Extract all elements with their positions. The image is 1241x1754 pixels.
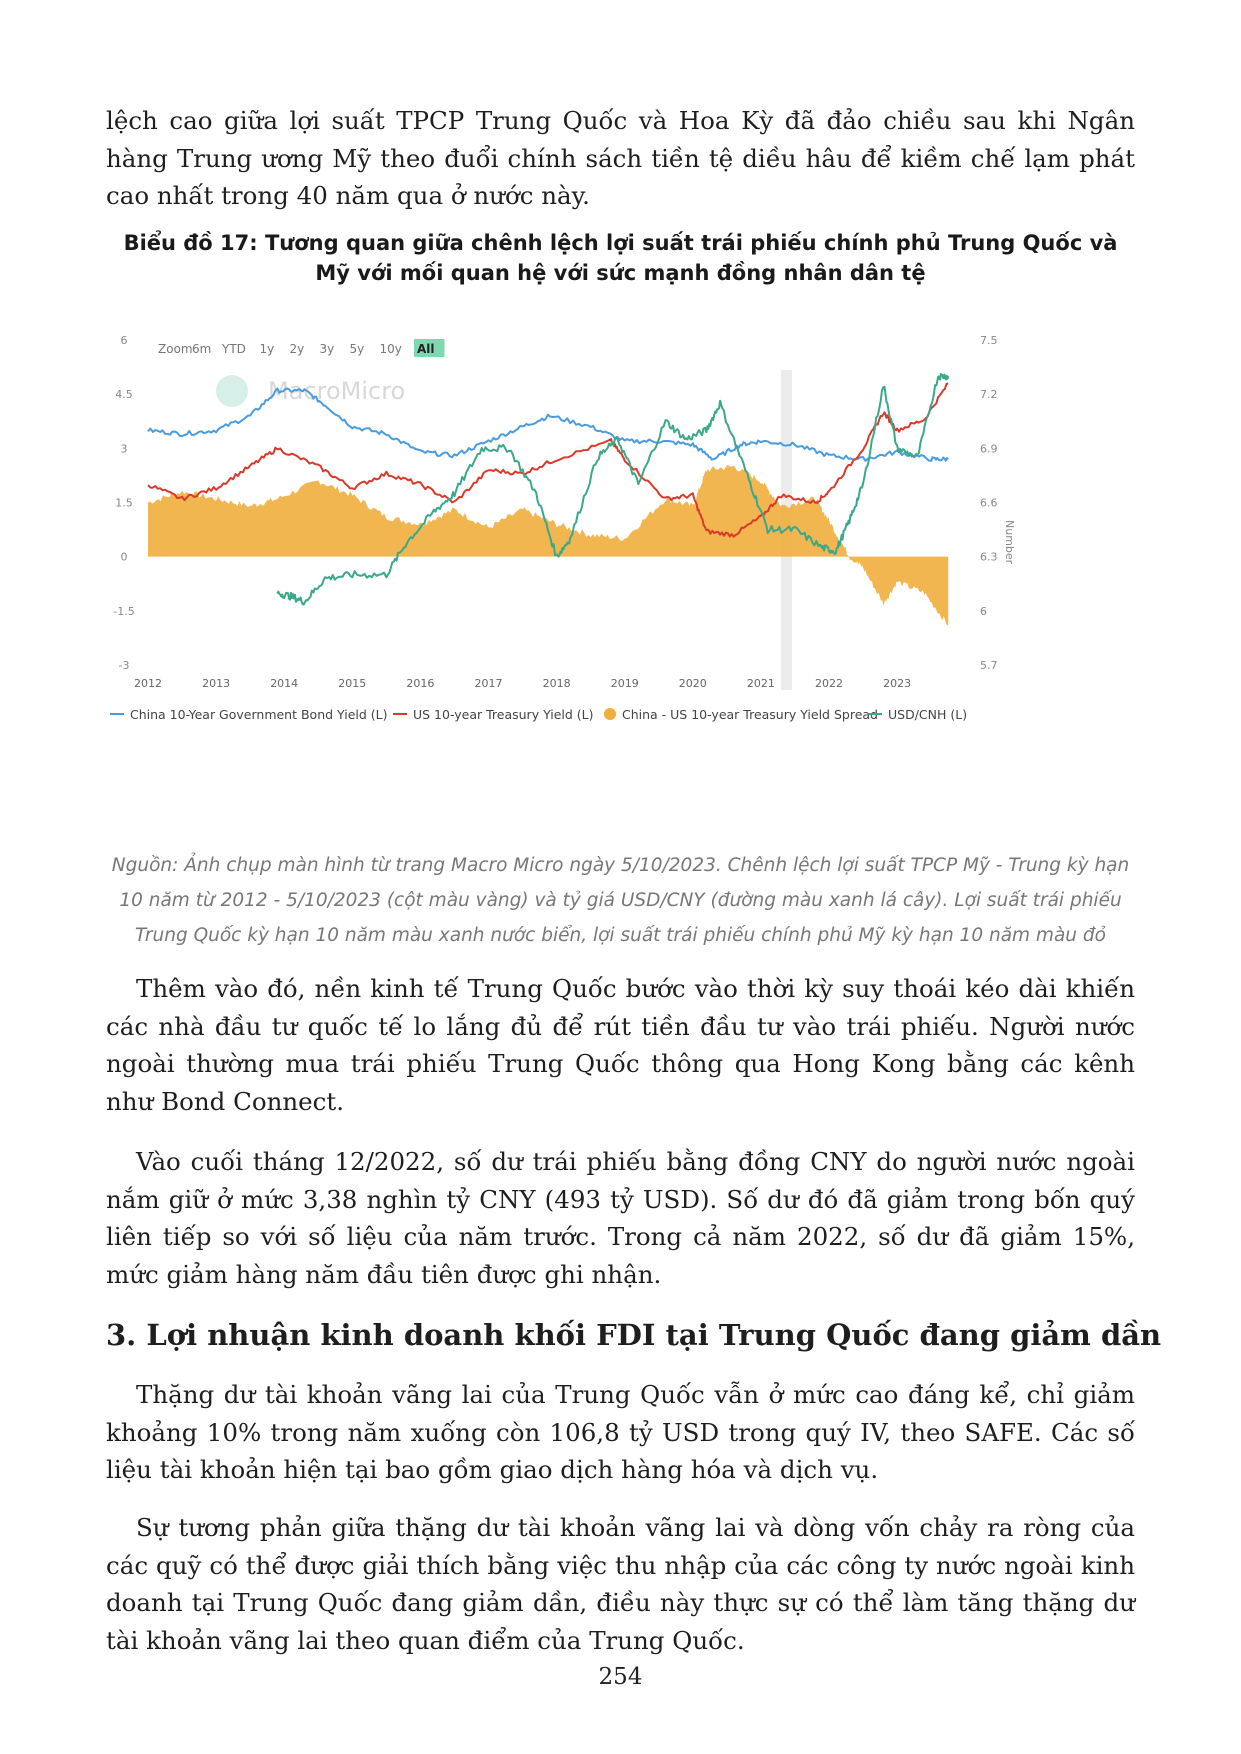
x-tick-label: 2021 [746, 677, 775, 690]
left-tick-label: 1.5 [115, 496, 133, 510]
paragraph-2: Thêm vào đó, nền kinh tế Trung Quốc bước vào thời kỳ suy thoái kéo dài khiến các nhà đầu tư quốc tế lo lắng đủ để rút tiền đầu tư vào trái phiếu. Người nước ngoài thường mua trái phiếu Trung Quốc thông qua Hong Kong bằng các kênh như Bond Connect. [106, 974, 1135, 1116]
left-tick-label: 3 [120, 442, 128, 456]
x-tick-label: 2015 [338, 677, 367, 690]
zoom-button-6m[interactable]: 6m [192, 342, 212, 356]
figure-source: Nguồn: Ảnh chụp màn hình từ trang Macro Micro ngày 5/10/2023. Chênh lệch lợi suất TPCP Mỹ - Trung kỳ hạn 10 năm từ 2012 - 5/10/2023 (cột màu vàng) và tỷ giá USD/CNY (đường màu xanh lá cây). Lợi suất trái phiếu Trung Quốc kỳ hạn 10 năm màu xanh nước biển, lợi suất trái phiếu chính phủ Mỹ kỳ hạn 10 năm màu đỏ [111, 855, 1130, 946]
x-tick-label: 2020 [678, 677, 707, 690]
left-tick-label: 0 [120, 550, 128, 564]
x-tick-label: 2013 [202, 677, 231, 690]
paragraph-4: Thặng dư tài khoản vãng lai của Trung Quốc vẫn ở mức cao đáng kể, chỉ giảm khoảng 10% trong năm xuống còn 106,8 tỷ USD trong quý IV, theo SAFE. Các số liệu tài khoản hiện tại bao gồm giao dịch hàng hóa và dịch vụ. [106, 1380, 1135, 1484]
chart-svg [110, 330, 1140, 810]
x-tick-label: 2019 [610, 677, 639, 690]
right-tick-label: 7.2 [980, 388, 998, 402]
zoom-button-all[interactable]: All [417, 342, 435, 356]
x-tick-label: 2022 [815, 677, 844, 690]
right-tick-label: 5.7 [980, 659, 998, 672]
legend-label: China 10-Year Government Bond Yield (L) [130, 707, 388, 722]
paragraph-intro: lệch cao giữa lợi suất TPCP Trung Quốc và Hoa Kỳ đã đảo chiều sau khi Ngân hàng Trung ương Mỹ theo đuổi chính sách tiền tệ diều hâu để kiềm chế lạm phát cao nhất trong 40 năm qua ở nước này. [106, 106, 1135, 210]
zoom-label: Zoom [158, 342, 193, 356]
zoom-button-3y[interactable]: 3y [319, 342, 335, 356]
section-heading: 3. Lợi nhuận kinh doanh khối FDI tại Trung Quốc đang giảm dần [106, 1318, 1162, 1352]
x-axis-ticks [134, 677, 911, 690]
zoom-button-5y[interactable]: 5y [349, 342, 365, 356]
legend-label: US 10-year Treasury Yield (L) [413, 707, 594, 722]
figure-title: Biểu đồ 17: Tương quan giữa chênh lệch lợi suất trái phiếu chính phủ Trung Quốc và Mỹ với mối quan hệ với sức mạnh đồng nhân dân tệ [123, 231, 1118, 285]
paragraph-3: Vào cuối tháng 12/2022, số dư trái phiếu bằng đồng CNY do người nước ngoài nắm giữ ở mức 3,38 nghìn tỷ CNY (493 tỷ USD). Số dư đó đã giảm trong bốn quý liên tiếp so với số liệu của năm trước. Trong cả năm 2022, số dư đã giảm 15%, mức giảm hàng năm đầu tiên được ghi nhận. [106, 1147, 1135, 1289]
series-line-0 [148, 389, 948, 461]
x-tick-label: 2014 [270, 677, 299, 690]
left-tick-label: -3 [118, 659, 130, 672]
series-layer [148, 374, 948, 625]
x-tick-label: 2012 [134, 677, 162, 690]
right-tick-label: 6 [980, 604, 987, 618]
zoom-button-10y[interactable]: 10y [379, 342, 402, 356]
watermark: MacroMicro [268, 377, 406, 405]
left-tick-label: 4.5 [115, 388, 133, 402]
paragraph-5: Sự tương phản giữa thặng dư tài khoản vãng lai và dòng vốn chảy ra ròng của các quỹ có thể được giải thích bằng việc thu nhập của các công ty nước ngoài kinh doanh tại Trung Quốc đang giảm dần, điều này thực sự có thể làm tăng thặng dư tài khoản vãng lai theo quan điểm của Trung Quốc. [106, 1513, 1135, 1655]
zoom-button-ytd[interactable]: YTD [222, 342, 246, 356]
right-axis-title: Number [1003, 520, 1016, 565]
legend-swatch [604, 708, 616, 720]
right-tick-label: 6.9 [980, 442, 998, 456]
x-tick-label: 2018 [542, 677, 571, 690]
right-tick-label: 7.5 [980, 334, 998, 347]
zoom-button-group[interactable] [192, 339, 445, 357]
chart-legend [110, 707, 967, 722]
page-number: 254 [598, 1664, 643, 1690]
chart [110, 330, 1140, 810]
watermark-logo-icon [216, 375, 248, 407]
legend-label: USD/CNH (L) [888, 707, 968, 722]
right-tick-label: 6.6 [980, 496, 998, 510]
x-tick-label: 2017 [474, 677, 503, 690]
legend-label: China - US 10-year Treasury Yield Spread [622, 707, 878, 722]
x-tick-label: 2023 [883, 677, 912, 690]
left-tick-label: -1.5 [113, 604, 135, 618]
x-tick-label: 2016 [406, 677, 435, 690]
right-tick-label: 6.3 [980, 550, 998, 564]
right-axis-ticks [980, 334, 998, 672]
left-tick-label: 6 [120, 334, 128, 347]
zoom-button-1y[interactable]: 1y [259, 342, 275, 356]
series-spread-area [148, 465, 948, 625]
zoom-button-2y[interactable]: 2y [289, 342, 305, 356]
left-axis-ticks [113, 334, 134, 672]
series-line-2 [277, 374, 948, 605]
